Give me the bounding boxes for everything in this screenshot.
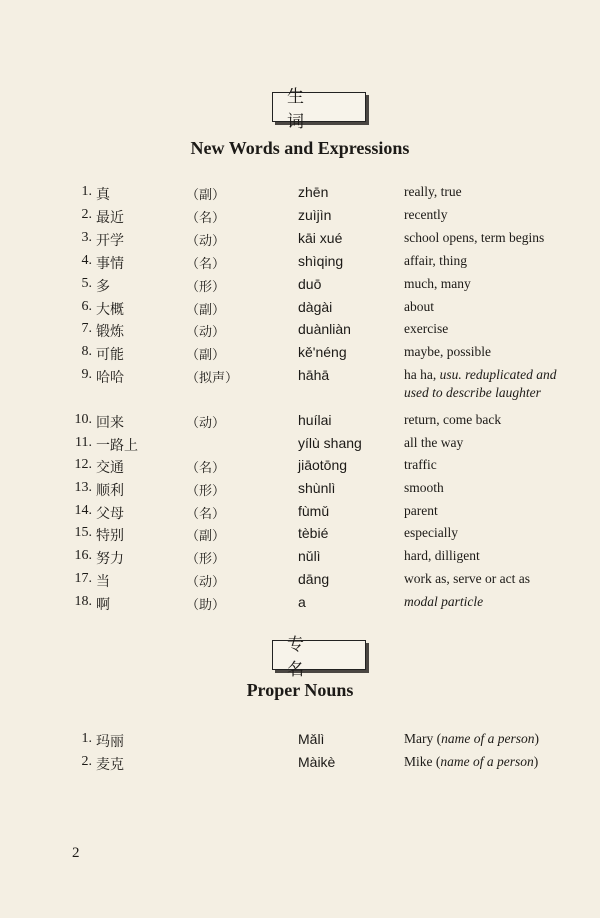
entry-number: 8. — [81, 344, 92, 359]
entry-hanzi: 父母 — [96, 506, 124, 522]
gloss-text: ha ha, — [404, 367, 437, 382]
entry-number: 3. — [81, 230, 92, 245]
entry-pinyin: a — [298, 594, 306, 610]
vocab-entry — [0, 276, 600, 298]
entry-hanzi: 大概 — [96, 302, 124, 318]
entry-hanzi: 回来 — [96, 415, 124, 431]
entry-pos: （副） — [186, 348, 226, 363]
entry-hanzi: 顺利 — [96, 483, 124, 499]
gloss-italic: name of a person — [440, 754, 534, 769]
entry-pinyin: tèbié — [298, 525, 329, 541]
entry-pinyin: Mǎlì — [298, 731, 325, 747]
entry-gloss: much, many — [404, 276, 471, 291]
vocab-entry — [0, 184, 600, 206]
entry-pinyin: zhēn — [298, 184, 329, 200]
entry-gloss: hard, dilligent — [404, 548, 480, 563]
entry-number: 2. — [81, 754, 92, 769]
entry-pinyin: dāng — [298, 571, 330, 587]
entry-gloss: maybe, possible — [404, 344, 491, 359]
proper-box-title: 专 名 — [272, 640, 366, 670]
entry-pinyin: huílai — [298, 412, 332, 428]
vocab-entry — [0, 412, 600, 434]
proper-entry — [0, 754, 600, 776]
entry-pos: （名） — [186, 461, 226, 476]
entry-hanzi: 多 — [96, 279, 110, 295]
entry-hanzi: 锻炼 — [96, 324, 124, 340]
vocab-entry — [0, 457, 600, 479]
entry-pinyin: kāi xué — [298, 230, 343, 246]
entry-pinyin: dàgài — [298, 299, 333, 315]
entry-gloss: return, come back — [404, 412, 502, 427]
entry-gloss: traffic — [404, 457, 437, 472]
entry-pos: （形） — [186, 280, 226, 295]
entry-pinyin: zuìjìn — [298, 207, 332, 223]
vocab-entry — [0, 230, 600, 252]
entry-pinyin: shìqing — [298, 253, 344, 269]
entry-pos: （形） — [186, 552, 226, 567]
entry-pinyin: shùnlì — [298, 480, 336, 496]
entry-gloss: smooth — [404, 480, 444, 495]
gloss-end: ) — [533, 754, 539, 769]
vocab-entry — [0, 480, 600, 502]
entry-pinyin: yílù shang — [298, 435, 362, 451]
entry-hanzi: 哈哈 — [96, 370, 124, 386]
vocab-entry — [0, 321, 600, 343]
entry-number: 7. — [81, 321, 92, 336]
entry-gloss: about — [404, 299, 434, 314]
entry-gloss — [404, 754, 538, 770]
vocab-entry — [0, 207, 600, 229]
entry-pos: （名） — [186, 507, 226, 522]
entry-gloss: school opens, term begins — [404, 230, 545, 245]
vocab-entry — [0, 525, 600, 547]
entry-pinyin: kě'néng — [298, 344, 347, 360]
entry-hanzi: 可能 — [96, 347, 124, 363]
entry-gloss: work as, serve or act as — [404, 571, 530, 586]
entry-number: 1. — [81, 731, 92, 746]
entry-number: 5. — [81, 276, 92, 291]
entry-gloss — [404, 594, 483, 610]
gloss-italic: usu. reduplicated and — [439, 367, 557, 382]
vocab-entry — [0, 594, 600, 616]
entry-pos: （形） — [186, 484, 226, 499]
entry-number: 4. — [81, 253, 92, 268]
entry-gloss: recently — [404, 207, 448, 222]
entry-number: 2. — [81, 207, 92, 222]
entry-hanzi: 事情 — [96, 256, 124, 272]
entry-number: 13. — [74, 480, 92, 495]
entry-number: 11. — [75, 435, 92, 450]
entry-pos: （副） — [186, 188, 226, 203]
entry-pos: （动） — [186, 234, 226, 249]
entry-pos: （动） — [186, 575, 226, 590]
entry-pinyin: jiāotōng — [298, 457, 348, 473]
entry-number: 10. — [74, 412, 92, 427]
vocab-entry — [0, 548, 600, 570]
entry-hanzi: 交通 — [96, 460, 124, 476]
gloss-end: ) — [534, 731, 539, 746]
entry-number: 18. — [74, 594, 92, 609]
proper-entry — [0, 731, 600, 753]
vocab-entry — [0, 299, 600, 321]
entry-pos: （助） — [186, 598, 226, 613]
entry-pinyin: duànliàn — [298, 321, 351, 337]
entry-hanzi: 玛丽 — [96, 734, 124, 750]
entry-pos: （名） — [186, 257, 226, 272]
entry-gloss: parent — [404, 503, 438, 518]
entry-pinyin: hāhā — [298, 367, 330, 383]
entry-gloss: all the way — [404, 435, 464, 450]
entry-gloss — [404, 367, 556, 401]
entry-pinyin: Màikè — [298, 754, 336, 770]
gloss-text: Mike ( — [404, 754, 441, 769]
entry-hanzi: 一路上 — [96, 438, 138, 454]
entry-hanzi: 努力 — [96, 551, 124, 567]
proper-heading: Proper Nouns — [246, 680, 354, 700]
vocab-entry — [0, 571, 600, 593]
entry-number: 1. — [81, 184, 92, 199]
entry-number: 12. — [74, 457, 92, 472]
entry-number: 16. — [74, 548, 92, 563]
entry-pinyin: fùmǔ — [298, 503, 330, 519]
entry-hanzi: 啊 — [96, 597, 110, 613]
entry-pinyin: nǔlì — [298, 548, 321, 564]
page-number: 2 — [72, 845, 80, 861]
entry-gloss: especially — [404, 525, 458, 540]
entry-hanzi: 开学 — [96, 233, 124, 249]
entry-pos: （副） — [186, 303, 226, 318]
gloss-text: Mary ( — [404, 731, 442, 746]
vocab-entry — [0, 503, 600, 525]
entry-pos: （动） — [186, 325, 226, 340]
vocab-entry — [0, 344, 600, 366]
vocab-entry — [0, 367, 600, 411]
entry-gloss: affair, thing — [404, 253, 467, 268]
entry-gloss: exercise — [404, 321, 449, 336]
entry-hanzi: 最近 — [96, 210, 124, 226]
gloss-italic-line2: used to describe laughter — [404, 385, 541, 400]
gloss-italic: name of a person — [441, 731, 535, 746]
entry-hanzi: 当 — [96, 574, 110, 590]
entry-gloss — [404, 731, 539, 747]
vocab-heading: New Words and Expressions — [190, 138, 410, 158]
vocab-box-title: 生 词 — [272, 92, 366, 122]
entry-pos: （动） — [186, 416, 226, 431]
entry-pos: （拟声） — [186, 371, 239, 386]
entry-hanzi: 麦克 — [96, 757, 124, 773]
gloss-italic: modal particle — [404, 594, 484, 609]
entry-pos: （副） — [186, 529, 226, 544]
entry-number: 6. — [81, 299, 92, 314]
entry-hanzi: 特别 — [96, 528, 124, 544]
entry-gloss: really, true — [404, 184, 462, 199]
entry-pos: （名） — [186, 211, 226, 226]
entry-number: 14. — [74, 503, 92, 518]
entry-number: 9. — [81, 367, 92, 382]
vocab-entry — [0, 435, 600, 457]
vocab-entry — [0, 253, 600, 275]
entry-number: 17. — [74, 571, 92, 586]
entry-number: 15. — [74, 525, 92, 540]
entry-pinyin: duō — [298, 276, 322, 292]
entry-hanzi: 真 — [96, 187, 110, 203]
